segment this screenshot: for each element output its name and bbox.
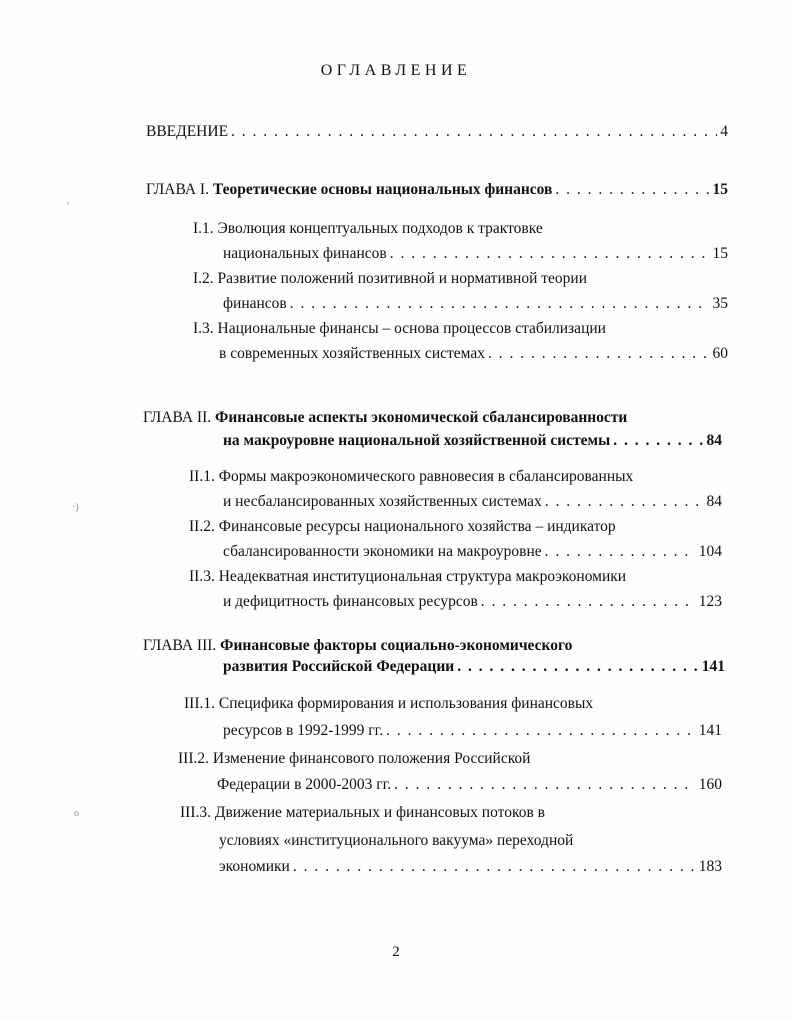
section-title: Изменение финансового положения Российской: [212, 750, 531, 767]
leader-dots: [488, 344, 710, 364]
toc-section-3-3-line2[interactable]: [219, 831, 573, 851]
chapter-prefix: ГЛАВА I.: [146, 181, 209, 198]
section-title-cont: и дефицитность финансовых ресурсов: [223, 593, 478, 610]
toc-section-2-2-line2[interactable]: [223, 542, 722, 562]
leader-dots: [613, 431, 703, 451]
section-number: III.1.: [184, 695, 215, 712]
chapter-page: 84: [706, 432, 722, 449]
toc-entry-chapter-3[interactable]: [143, 636, 572, 656]
leader-dots: [481, 592, 696, 612]
chapter-title: Теоретические основы национальных финансов: [212, 181, 553, 198]
chapter-title-cont: развития Российской Федерации: [223, 658, 455, 675]
chapter-title: Финансовые факторы социально-экономического: [220, 637, 573, 654]
section-title: Национальные финансы – основа процессов стабилизации: [217, 320, 606, 337]
toc-entry-chapter-3-cont[interactable]: [223, 657, 725, 677]
section-title: Формы макроэкономического равновесия в сбалансированных: [218, 468, 634, 485]
toc-section-2-3-line1[interactable]: [189, 567, 626, 587]
intro-page: 4: [720, 123, 728, 140]
section-title: Финансовые ресурсы национального хозяйства – индикатор: [218, 518, 616, 535]
toc-section-1-2-line2[interactable]: [223, 294, 728, 314]
toc-section-3-1-line2[interactable]: [223, 721, 722, 741]
chapter-page: 15: [712, 181, 728, 198]
section-title: Неадекватная институциональная структура макроэкономики: [218, 568, 627, 585]
toc-section-2-2-line1[interactable]: [189, 517, 616, 537]
leader-dots: [457, 657, 699, 677]
toc-section-1-3-line2[interactable]: [219, 344, 728, 364]
section-page: 15: [712, 245, 728, 262]
toc-section-1-3-line1[interactable]: [193, 319, 606, 339]
section-number: III.2.: [178, 750, 209, 767]
page-number: 2: [392, 944, 400, 960]
section-title-cont: сбалансированности экономики на макроуровне: [223, 543, 542, 560]
toc-section-3-3-line3[interactable]: [219, 857, 722, 877]
chapter-title: Финансовые аспекты экономической сбалансированности: [215, 409, 628, 426]
toc-section-1-1-line2[interactable]: [223, 244, 728, 264]
section-page: 104: [698, 543, 722, 560]
toc-section-3-2-line1[interactable]: [178, 749, 530, 769]
section-number: II.1.: [189, 468, 215, 485]
toc-entry-intro[interactable]: [146, 122, 728, 142]
leader-dots: [545, 542, 696, 562]
section-number: I.3.: [193, 320, 214, 337]
section-page: 35: [712, 295, 728, 312]
toc-title: ОГЛАВЛЕНИЕ: [320, 62, 472, 79]
section-number: II.2.: [189, 518, 215, 535]
leader-dots: [394, 775, 696, 795]
section-number: I.1.: [193, 220, 214, 237]
leader-dots: [293, 857, 696, 877]
toc-entry-chapter-2[interactable]: [143, 408, 627, 428]
section-title-cont: ресурсов в 1992-1999 гг.: [223, 722, 384, 739]
section-page: 60: [712, 345, 728, 362]
toc-section-2-1-line2[interactable]: [223, 492, 722, 512]
section-number: II.3.: [189, 568, 215, 585]
section-title-cont: условиях «институционального вакуума» переходной: [219, 832, 574, 849]
section-title: Движение материальных и финансовых потоков в: [214, 804, 545, 821]
section-page: 84: [706, 493, 722, 510]
scan-speck: ,: [67, 195, 70, 206]
section-number: I.2.: [193, 270, 214, 287]
section-title-cont: финансов: [223, 295, 287, 312]
section-page: 183: [698, 858, 722, 875]
chapter-title-cont: на макроуровне национальной хозяйственной системы: [223, 432, 611, 449]
leader-dots: [386, 721, 696, 741]
leader-dots: [390, 244, 710, 264]
chapter-page: 141: [701, 658, 725, 675]
section-page: 123: [698, 593, 722, 610]
section-title: Развитие положений позитивной и нормативной теории: [217, 270, 588, 287]
section-title-cont: и несбалансированных хозяйственных системах: [223, 493, 542, 510]
section-title-cont: экономики: [219, 858, 290, 875]
toc-entry-chapter-1[interactable]: [146, 180, 728, 200]
section-title: Эволюция концептуальных подходов к трактовке: [217, 220, 543, 237]
section-title-cont: в современных хозяйственных системах: [219, 345, 485, 362]
section-number: III.3.: [180, 804, 211, 821]
leader-dots: [555, 180, 709, 200]
scan-speck: ·): [72, 502, 79, 513]
toc-section-1-2-line1[interactable]: [193, 269, 587, 289]
chapter-prefix: ГЛАВА II.: [143, 409, 212, 426]
section-title-cont: национальных финансов: [223, 245, 387, 262]
section-title: Специфика формирования и использования финансовых: [218, 695, 594, 712]
leader-dots: [545, 492, 704, 512]
toc-section-2-3-line2[interactable]: [223, 592, 722, 612]
chapter-prefix: ГЛАВА III.: [143, 637, 217, 654]
toc-section-3-3-line1[interactable]: [180, 803, 545, 823]
intro-label: ВВЕДЕНИЕ: [146, 123, 229, 140]
section-title-cont: Федерации в 2000-2003 гг.: [217, 776, 392, 793]
toc-section-3-1-line1[interactable]: [184, 694, 593, 714]
toc-section-2-1-line1[interactable]: [189, 467, 633, 487]
leader-dots: [290, 294, 710, 314]
toc-entry-chapter-2-cont[interactable]: [223, 431, 722, 451]
toc-section-3-2-line2[interactable]: [217, 775, 722, 795]
section-page: 141: [698, 722, 722, 739]
scan-speck: o: [74, 808, 79, 819]
section-page: 160: [698, 776, 722, 793]
toc-section-1-1-line1[interactable]: [193, 219, 543, 239]
leader-dots: [231, 122, 717, 142]
